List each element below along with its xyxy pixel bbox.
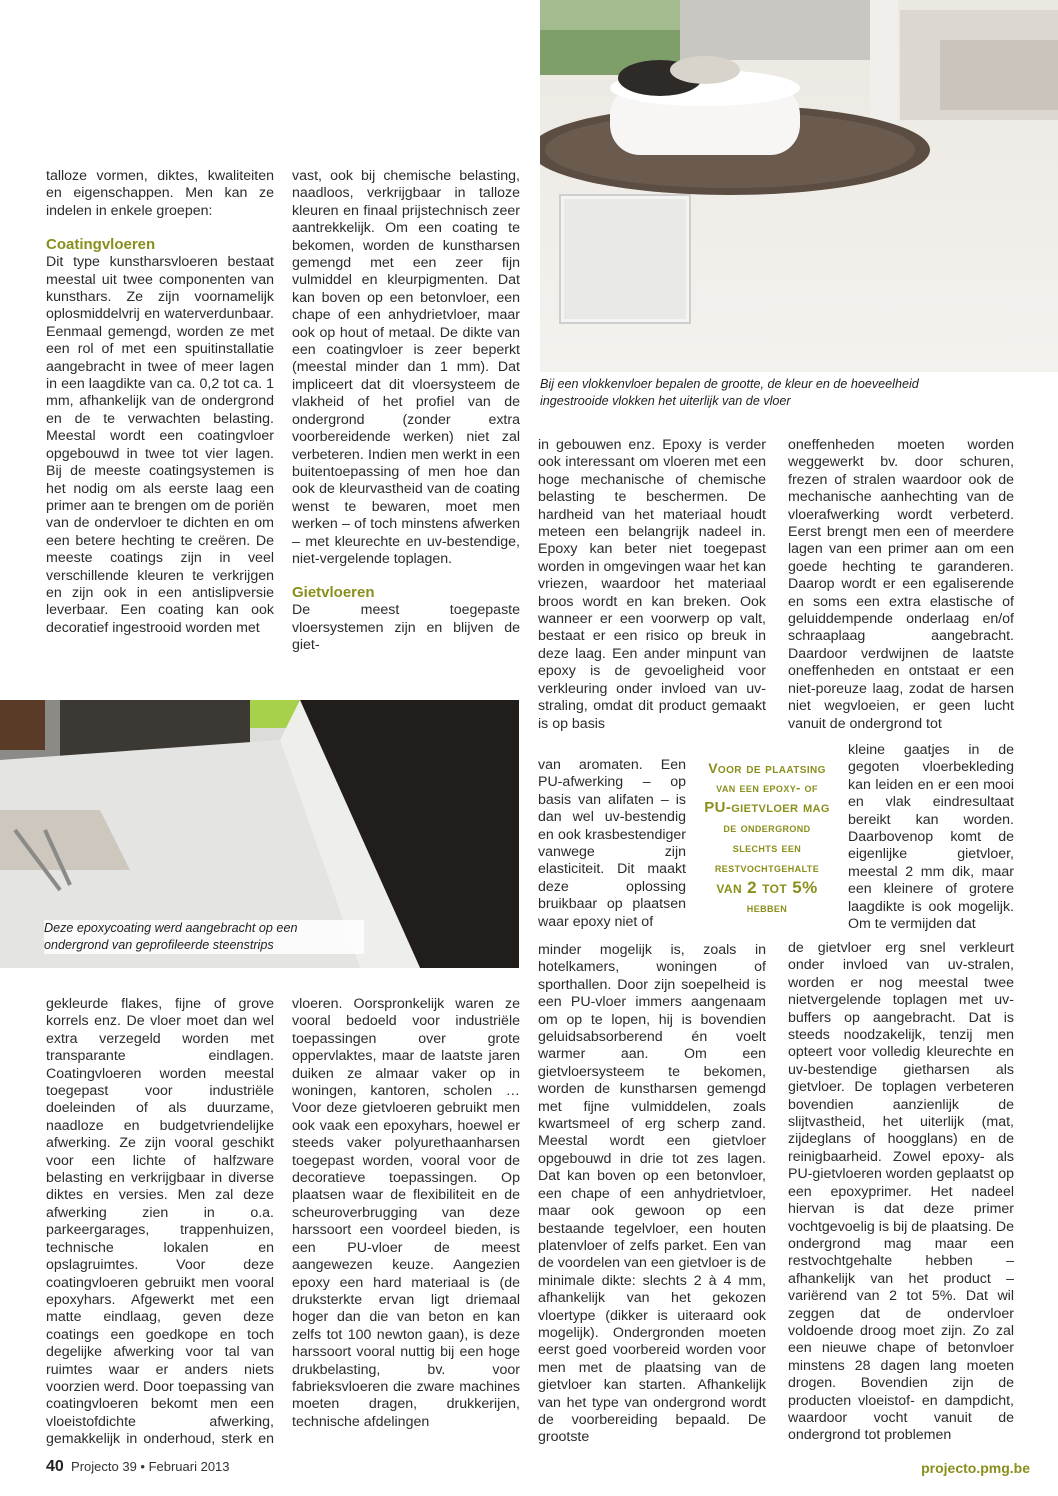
column-4-bottom: [788, 940, 1014, 1450]
pull-quote-line: restvochtgehalte: [714, 861, 820, 875]
intro-text: talloze vormen, diktes, kwaliteiten en eigenschappen. Men kan ze indelen in enkele groepen:: [46, 168, 274, 219]
column-1-top: [46, 168, 274, 690]
column-3-bottom-text: minder mogelijk is, zoals in hotelkamers, woningen of sporthallen. Door zijn soepelheid is een PU-vloer immers aangenaam om op te lopen, hij is bovendien geluidsabsorberend én voelt warmer aan. Om een gietvloersysteem te bekomen, worden de kunstharsen gemengd met fijne vulmiddelen, zoals kwartsmeel of erg scherp zand. Meestal wordt een gietvloer opgebouwd in drie tot zes lagen. Dat kan boven op een betonvloer, een chape of een anhydrietvloer, maar ook gewoon op een bestaande tegelvloer, een houten platenvloer of zelfs parket. Een van de voordelen van een gietvloer is de minimale dikte: slechts 2 à 4 mm, afhankelijk van het gekozen vloertype (dikker is uiteraard ook mogelijk). Ondergronden moeten eerst goed voorbereid worden voor men met de plaatsing van de gietvloer kan starten. Afhankelijk van het type van ondergrond wordt de voorbereiding bepaald. De grootste: [538, 942, 766, 1446]
column-1-bottom-text: gekleurde flakes, fijne of grove korrels enz. De vloer moet dan wel extra verzegeld worden met transparante eindlagen. Coatingvloeren worden meestal toegepast voor industriële doeleinden of als duurzame, naadloze en budgetvriendelijke afwerking. Ze zijn vooral geschikt voor een lichte of halfzware belasting en verkrijgbaar in diverse diktes en versies. Men zal deze afwerking zien in o.a. parkeergarages, trappenhuizen, technische lokalen en opslagruimtes. Voor deze coatingvloeren gebruikt men vooral epoxyhars. Afgewerkt met een matte eindlaag, geven deze coatings een goedkope en toch degelijke afwerking voor tal van ruimtes waar er anders niets voorzien werd. Door toepassing van coatingvloeren bekomt men een vloeistofdichte afwerking, gemakkelijk in onderhoud, sterk en: [46, 996, 274, 1448]
pull-quote-line: van een epoxy- of: [716, 781, 818, 795]
column-4-top: [788, 437, 1014, 742]
pull-quote-line: de ondergrond: [723, 821, 811, 835]
pull-quote-line: slechts een: [732, 841, 802, 855]
column-2-top: [292, 168, 520, 690]
column-3-bottom: [538, 942, 766, 1450]
page-number: 40: [46, 1458, 64, 1475]
issue-info: Projecto 39 • Februari 2013: [71, 1459, 230, 1474]
photo-flake-floor-caption: Bij een vlokkenvloer bepalen de grootte, de kleur en de hoeveelheid ingestrooide vlokken het uiterlijk van de vloer: [540, 377, 919, 408]
column-2-bottom: [292, 996, 520, 1450]
column-4-bottom-text: de gietvloer erg snel verkleurt onder invloed van uv-stralen, worden er nog meestal twee nietvergelende toplagen met uv-buffers op aangebracht. Dat is steeds noodzakelijk, tenzij men opteert voor volledig kleurechte en uv-bestendige gietharsen als gietvloer. De toplagen verbeteren bovendien aanzienlijk de slijtvastheid, het uiterlijk (mat, zijdeglans of hoogglans) en de reinigbaarheid. Zowel epoxy- als PU-gietvloeren worden geplaatst op een epoxyprimer. Het nadeel hiervan is dat deze primer vochtgevoelig is bij de plaatsing. De ondergrond mag maar een restvochtgehalte hebben – afhankelijk van het product – variërend van 2 tot 5%. Dat wil zeggen dat de ondervloer voldoende droog moet zijn. Zo zal een nieuwe chape of betonvloer minstens 28 dagen lang moeten drogen. Bovendien zijn de producten vloeistof- en dampdicht, waardoor vocht vanuit de ondergrond tot problemen: [788, 940, 1014, 1444]
column-3-top: [538, 437, 766, 757]
pull-quote-line: hebben: [746, 901, 788, 915]
heading-coatingvloeren: Coatingvloeren: [46, 236, 156, 254]
column-1-bottom: [46, 996, 274, 1450]
photo-flake-floor: [540, 0, 1058, 372]
pull-quote-line: Voor de plaatsing: [708, 760, 826, 776]
column-3-narrow-text: van aromaten. Een PU-afwerking – op basis van alifaten – is dan wel uv-bestendig en ook krasbestendiger vanwege zijn elasticiteit. Dit maakt deze oplossing bruikbaar op plaatsen waar epoxy niet of: [538, 757, 686, 930]
column-2-text: vast, ook bij chemische belasting, naadloos, verkrijgbaar in talloze kleuren en finaal prijstechnisch zeer aantrekkelijk. Om een coating te bekomen, worden de kunstharsen gemengd met een zeer fijn vulmiddel en kleurpigmenten. Dat kan boven op een betonvloer, een chape of een anhydrietvloer, maar ook op hout of metaal. De dikte van een coatingvloer is zeer beperkt (meestal minder dan 1 mm). Dat impliceert dat dit vloersysteem de vlakheid of het profiel van de ondergrond (zonder extra voorbereidende werken) niet zal verbeteren. Indien men werkt in een buitentoepassing of men hoe dan ook de kleurvastheid van de coating wenst te bewaren, moet men werken – of toch minstens afwerken – met kleurechte en uv-bestendige, niet-vergelende toplagen.: [292, 168, 520, 567]
pull-quote-line: van 2 tot 5%: [716, 878, 818, 897]
footer-left: [46, 1458, 230, 1476]
photo-epoxy-corridor-caption: Deze epoxycoating werd aangebracht op een ondergrond van geprofileerde steenstrips: [44, 920, 364, 954]
website-link[interactable]: projecto.pmg.be: [921, 1460, 1030, 1476]
column-4-narrow: [848, 742, 1014, 940]
photo-flake-floor-image: [540, 0, 1058, 372]
column-2-bottom-text: vloeren. Oorspronkelijk waren ze vooral bedoeld voor industriële toepassingen over grote oppervlaktes, maar de laatste jaren duiken ze almaar vaker op in woningen, kantoren, scholen … Voor deze gietvloeren gebruikt men ook vaak een epoxyhars, hoewel er steeds vaker polyurethaanharsen toegepast worden, vooral voor de decoratieve toepassingen. Op plaatsen waar de flexibiliteit en de scheuroverbrugging van deze harssoort een voordeel bieden, is een PU-vloer de meest aangewezen keuze. Aangezien epoxy een hard materiaal is (de druksterkte ervan ligt driemaal hoger dan die van beton en kan zelfs tot 100 newton gaan), is deze harssoort vooral nuttig bij een hoge drukbelasting, bv. voor fabrieksvloeren die zware machines moeten dragen, drukkerijen, technische afdelingen: [292, 996, 520, 1430]
heading-gietvloeren: Gietvloeren: [292, 584, 375, 602]
column-4-narrow-text: kleine gaatjes in de gegoten vloerbekleding kan leiden en er een mooi en vlak eindresultaat bereikt kan worden. Daarbovenop komt de eigenlijke gietvloer, meestal 2 mm dik, maar een kleinere of grotere laagdikte is ook mogelijk. Om te vermijden dat: [848, 742, 1014, 933]
column-3-top-text: in gebouwen enz. Epoxy is verder ook interessant om vloeren met een hoge mechanische of chemische belasting te beschermen. De hardheid van het materiaal houdt meteen een belangrijk nadeel in. Epoxy kan beter niet toegepast worden in omgevingen waar het kan vriezen, waardoor het materiaal broos wordt en kan breken. Ook wanneer er een voorwerp op valt, bestaat er een risico op breuk in deze laag. Een ander minpunt van epoxy is de gevoeligheid voor verkleuring onder invloed van uv-straling, omdat dit product gemaakt is op basis: [538, 437, 766, 732]
gietvloeren-text: De meest toegepaste vloersystemen zijn en blijven de giet-: [292, 602, 520, 654]
pull-quote-line: PU-gietvloer mag: [704, 799, 830, 816]
pull-quote: [694, 758, 840, 918]
column-3-narrow: [538, 757, 686, 942]
column-4-top-text: oneffenheden moeten worden weggewerkt bv. door schuren, frezen of stralen waardoor ook de mechanische aanhechting van de vloerafwerking wordt verbeterd. Eerst brengt men een of meerdere lagen van een primer aan om een goede hechting te garanderen. Daarop wordt er een egaliserende en soms een extra elastische of geluiddempende onderlaag en/of schraaplaag aangebracht. Daardoor verdwijnen de laatste oneffenheden en ontstaat er een niet-poreuze laag, zodat de harsen niet wegvloeien, er geen lucht vanuit de ondergrond tot: [788, 437, 1014, 732]
coatingvloeren-text: Dit type kunstharsvloeren bestaat meestal uit twee componenten van kunsthars. Ze zijn voornamelijk oplosmiddelvrij en waterverdunbaar. Eenmaal gemengd, worden ze met een rol of met een spuitinstallatie aangebracht in twee of meer lagen in een laagdikte van ca. 0,2 tot ca. 1 mm, afhankelijk van de ondergrond en de te verwachten belasting. Meestal wordt een coatingvloer opgebouwd in twee tot vier lagen. Bij de meeste coatingsystemen is het nodig om als eerste laag een primer aan te brengen om de poriën van de ondervloer te dichten en om een betere hechting te creëren. De meeste coatings zijn in veel verschillende kleuren te verkrijgen en zijn ook in een antislipversie leverbaar. Een coating kan ook decoratief ingestrooid worden met: [46, 254, 274, 636]
